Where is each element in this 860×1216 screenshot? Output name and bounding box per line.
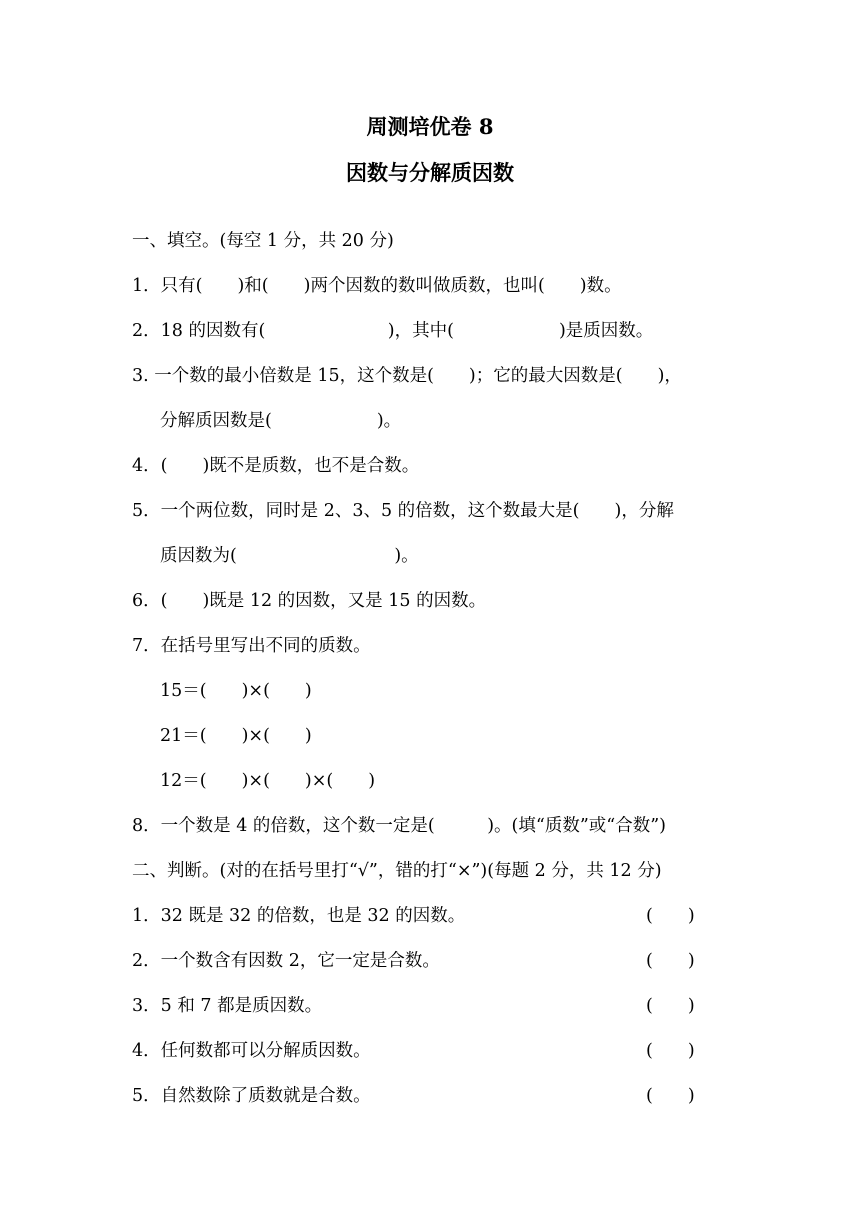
page-subtitle: 因数与分解质因数 <box>346 160 514 185</box>
question-3-line-1: 3. 一个数的最小倍数是 15，这个数是( )；它的最大因数是( )， <box>132 366 682 386</box>
section1-heading: 一、填空。(每空 1 分，共 20 分) <box>132 231 394 251</box>
question-8: 8．一个数是 4 的倍数，这个数一定是( )。(填“质数”或“合数”) <box>132 816 666 836</box>
judge-item-2: 2．一个数含有因数 2，它一定是合数。 <box>132 951 440 971</box>
judge-item-4: 4．任何数都可以分解质因数。 <box>132 1041 371 1061</box>
question-6: 6．( )既是 12 的因数，又是 15 的因数。 <box>132 591 487 611</box>
question-2: 2．18 的因数有( )，其中( )是质因数。 <box>132 321 654 341</box>
question-7-equation-c: 12＝( )×( )×( ) <box>160 771 376 791</box>
judge-answer-blank-2: ( ) <box>646 951 695 971</box>
question-5-line-1: 5．一个两位数，同时是 2、3、5 的倍数，这个数最大是( )，分解 <box>132 501 674 521</box>
judge-item-5: 5．自然数除了质数就是合数。 <box>132 1086 371 1106</box>
judge-answer-blank-5: ( ) <box>646 1086 695 1106</box>
section2-heading: 二、判断。(对的在括号里打“√”，错的打“×”)(每题 2 分，共 12 分) <box>132 861 662 881</box>
question-7-equation-b: 21＝( )×( ) <box>160 726 312 746</box>
judge-item-1: 1．32 既是 32 的倍数，也是 32 的因数。 <box>132 906 466 926</box>
judge-answer-blank-1: ( ) <box>646 906 695 926</box>
judge-answer-blank-3: ( ) <box>646 996 695 1016</box>
question-4: 4．( )既不是质数，也不是合数。 <box>132 456 420 476</box>
question-7-equation-a: 15＝( )×( ) <box>160 681 312 701</box>
question-3-line-2: 分解质因数是( )。 <box>160 411 402 431</box>
question-7: 7．在括号里写出不同的质数。 <box>132 636 371 656</box>
judge-answer-blank-4: ( ) <box>646 1041 695 1061</box>
question-1: 1．只有( )和( )两个因数的数叫做质数，也叫( )数。 <box>132 276 622 296</box>
page-title: 周测培优卷 8 <box>366 114 494 139</box>
question-5-line-2: 质因数为( )。 <box>160 546 419 566</box>
judge-item-3: 3．5 和 7 都是质因数。 <box>132 996 323 1016</box>
